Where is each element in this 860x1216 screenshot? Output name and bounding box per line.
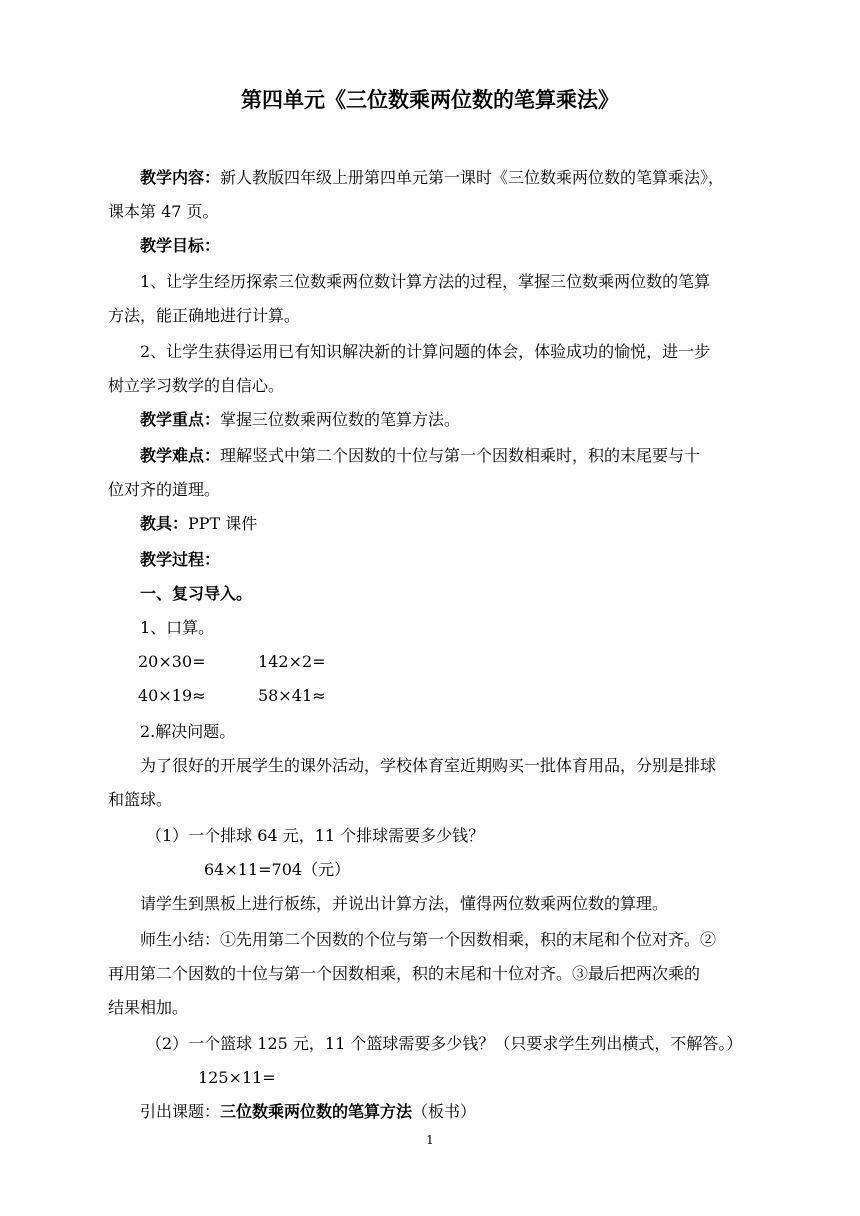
content-label: 教学内容： [140,168,221,187]
problem-intro-line-1: 为了很好的开展学生的课外活动，学校体育室近期购买一批体育用品，分别是排球 [140,756,717,775]
content-text-2: 课本第 47 页。 [108,202,219,221]
goal-2-line-2: 树立学习数学的自信心。 [108,376,285,395]
difficulty-line-1 [0,440,860,472]
key-point-label: 教学重点： [140,410,221,429]
summary-line-3: 结果相加。 [108,998,189,1017]
goal-2-line-1: 2、让学生获得运用已有知识解决新的计算问题的体会，体验成功的愉悦，进一步 [140,342,711,361]
oral-calc-row-2 [0,680,860,712]
key-point-text: 掌握三位数乘两位数的笔算方法。 [220,410,461,429]
goals-label: 教学目标： [140,236,221,255]
difficulty-label: 教学难点： [140,446,221,465]
oral-calc-label: 1、口算。 [140,618,215,637]
answer-2: 125×11= [198,1068,276,1087]
question-1: （1）一个排球 64 元，11 个排球需要多少钱？ [146,826,485,845]
topic-prefix: 引出课题： [140,1102,221,1121]
topic-title: 三位数乘两位数的笔算方法 [220,1102,413,1121]
topic-line [0,1096,860,1128]
goal-1-line-1: 1、让学生经历探索三位数乘两位数计算方法的过程，掌握三位数乘两位数的笔算 [140,272,711,291]
oral-calc-2-right: 58×41≈ [258,686,326,705]
problem-intro-line-2: 和篮球。 [108,790,173,809]
oral-calc-1-left: 20×30= [138,652,206,671]
answer-1: 64×11=704（元） [204,860,351,879]
tools-text: PPT 课件 [188,514,258,533]
tools-line [0,508,860,540]
page-number: 1 [426,1133,434,1147]
tools-label: 教具： [140,514,189,533]
oral-calc-row-1 [0,646,860,678]
document-title: 第四单元《三位数乘两位数的笔算乘法》 [241,88,619,112]
oral-calc-2-left: 40×19≈ [138,686,206,705]
difficulty-line-2: 位对齐的道理。 [108,480,221,499]
question-2: （2）一个篮球 125 元，11 个篮球需要多少钱？（只要求学生列出横式，不解答。） [146,1034,743,1053]
difficulty-text-1: 理解竖式中第二个因数的十位与第一个因数相乘时，积的末尾要与十 [220,446,701,465]
process-label: 教学过程： [140,550,221,569]
content-line-1 [0,162,860,194]
problem-label: 2.解决问题。 [140,722,236,741]
topic-suffix: （板书） [412,1102,477,1121]
summary-line-2: 再用第二个因数的十位与第一个因数相乘，积的末尾和十位对齐。③最后把两次乘的 [108,964,701,983]
content-line-2 [0,196,860,228]
summary-line-1: 师生小结：①先用第二个因数的个位与第一个因数相乘，积的末尾和个位对齐。② [140,930,717,949]
goal-1-line-2: 方法，能正确地进行计算。 [108,306,301,325]
section-1-heading: 一、复习导入。 [140,584,253,603]
board-practice: 请学生到黑板上进行板练，并说出计算方法，懂得两位数乘两位数的算理。 [140,894,669,913]
key-point-line [0,404,860,436]
content-text-1: 新人教版四年级上册第四单元第一课时《三位数乘两位数的笔算乘法》， [220,168,725,187]
oral-calc-1-right: 142×2= [258,652,326,671]
